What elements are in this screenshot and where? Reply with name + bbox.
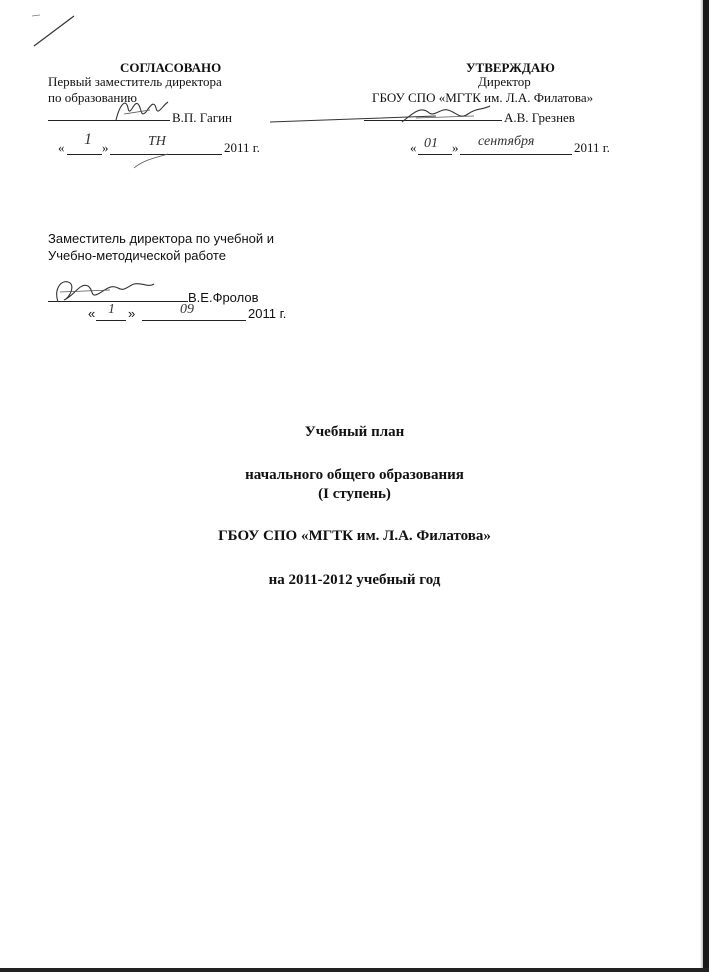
right-position-line2: ГБОУ СПО «МГТК им. Л.А. Филатова» [372,90,594,105]
deputy-date-day-line [96,320,126,321]
left-date-scribble [132,150,172,174]
right-date-day: 01 [424,136,438,151]
approval-heading-left: СОГЛАСОВАНО [120,60,222,75]
left-date-year: 2011 г. [224,140,260,155]
document-title: Учебный план [304,424,405,440]
right-date-month-line [460,154,572,155]
approval-heading-right: УТВЕРЖДАЮ [466,60,555,75]
right-position-line1: Директор [478,74,531,89]
left-date-open-quote: « [58,140,65,155]
document-subtitle-level: начального общего образования [245,467,464,483]
deputy-date-month: 09 [180,302,194,317]
left-date-month: ТН [148,134,166,149]
deputy-date-open-quote: « [88,306,96,321]
document-subtitle-stage: (I ступень) [318,486,391,502]
corner-pen-mark [30,12,80,52]
right-date-day-line [418,154,452,155]
deputy-signature [50,272,160,310]
left-position-line1: Первый заместитель директора [48,74,222,89]
deputy-position-line1: Заместитель директора по учебной и [48,231,275,246]
document-academic-year: на 2011-2012 учебный год [268,572,441,588]
scan-edge-bottom [0,968,709,972]
deputy-date-day: 1 [108,302,115,317]
right-date-month: сентября [478,134,535,149]
right-signature [398,100,494,130]
deputy-date-year: 2011 г. [248,306,287,321]
left-date-day: 1 [84,131,92,148]
deputy-position-line2: Учебно-методической работе [48,248,226,263]
left-signer-name: В.П. Гагин [172,110,233,125]
right-date-close-quote: » [452,140,459,155]
right-date-year: 2011 г. [574,140,610,155]
left-signature [110,94,172,126]
deputy-date-close-quote: » [128,306,136,321]
deputy-date-month-line [142,320,246,321]
scan-edge-right [703,0,709,972]
right-date-open-quote: « [410,140,417,155]
left-date-close-quote: » [102,140,109,155]
left-date-day-line [67,154,102,155]
left-position-line2: по образованию [48,90,138,105]
document-institution: ГБОУ СПО «МГТК им. Л.А. Филатова» [218,528,491,544]
right-signer-name: А.В. Грезнев [504,110,575,125]
deputy-signer-name: В.Е.Фролов [188,290,259,305]
